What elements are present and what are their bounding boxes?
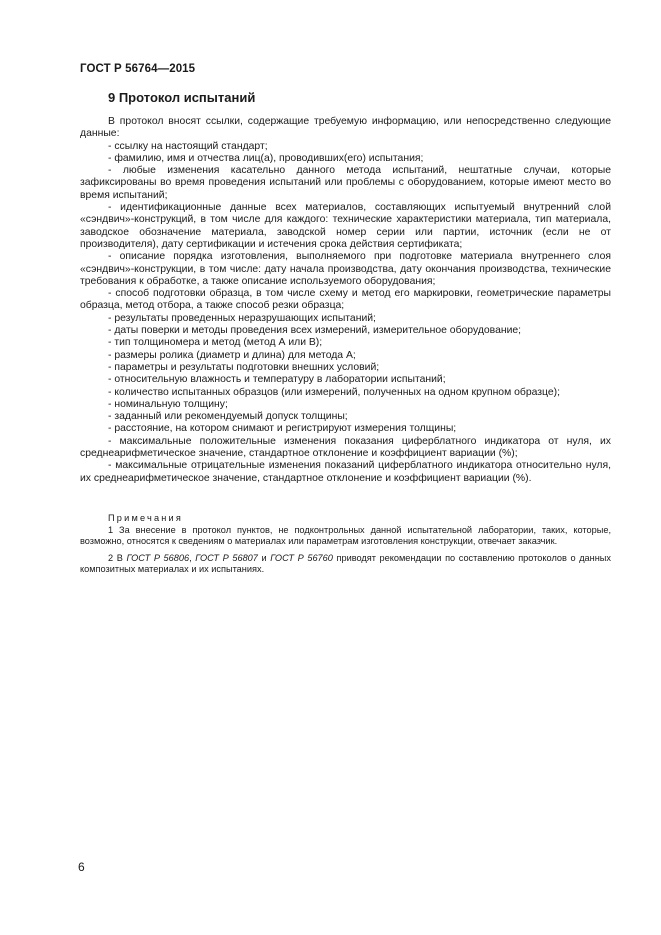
- section-body: [80, 116, 611, 485]
- list-item: - способ подготовки образца, в том числе схему и метод его маркировки, геометрические параметры образца, метод отбора, а также способ резки образца;: [80, 288, 611, 312]
- list-item: - ссылку на настоящий стандарт;: [108, 140, 268, 152]
- list-item: - количество испытанных образцов (или измерений, полученных на одном крупном образце);: [108, 386, 561, 398]
- section-title: 9 Протокол испытаний: [108, 90, 256, 105]
- list-item: - относительную влажность и температуру в лаборатории испытаний;: [108, 374, 446, 386]
- list-item: - описание порядка изготовления, выполняемого при подготовке материала внутреннего слоя «сэндвич»-конструкции, в том числе: дату начала производства, дату окончания производства, технические требования к обработке, а также описание используемого оборудования;: [80, 251, 611, 287]
- note-2-ref-56760: ГОСТ Р 56760: [270, 553, 333, 563]
- document-header: ГОСТ Р 56764—2015: [80, 63, 196, 75]
- note-2-suffix: приводят рекомендации по составлению протоколов о данных композитных материалах и их испытаниях.: [80, 553, 612, 574]
- list-item: - любые изменения касательно данного метода испытаний, нештатные случаи, которые зафиксированы во время проведения испытаний или проблемы с оборудованием, которые имеют место во время испытаний;: [80, 165, 611, 201]
- list-item: - результаты проведенных неразрушающих испытаний;: [108, 312, 376, 324]
- note-1: 1 За внесение в протокол пунктов, не подконтрольных данной испытательной лаборатории, таких, которые, возможно, относятся к сведениям о материалах или параметрам изготовления конструкции, отвечает заказчик.: [80, 525, 611, 546]
- note-2-and: и: [257, 553, 271, 563]
- note-2: [80, 553, 611, 575]
- list-item: - максимальные отрицательные изменения показаний циферблатного индикатора относительно нуля, их среднеарифметическое значение, стандартное отклонение и коэффициент вариации (%).: [80, 460, 611, 484]
- note-2-ref-56806: ГОСТ Р 56806: [126, 553, 190, 563]
- note-2-prefix: 2 В: [108, 553, 127, 563]
- note-2-sep: ,: [189, 553, 196, 563]
- items-list: [80, 141, 611, 485]
- intro-paragraph: В протокол вносят ссылки, содержащие требуемую информацию, или непосредственно следующие данные:: [80, 116, 611, 140]
- list-item: - максимальные положительные изменения показания циферблатного индикатора от нуля, их среднеарифметическое значение, стандартное отклонение и коэффициент вариации (%);: [80, 435, 611, 460]
- notes-heading: Примечания: [108, 513, 184, 523]
- list-item: - расстояние, на котором снимают и регистрируют измерения толщины;: [108, 423, 457, 435]
- page-number: 6: [78, 860, 85, 874]
- note-2-ref-56807: ГОСТ Р 56807: [195, 553, 258, 563]
- notes-block: [80, 513, 611, 575]
- list-item: - фамилию, имя и отчества лиц(а), проводивших(его) испытания;: [108, 152, 424, 164]
- list-item: - заданный или рекомендуемый допуск толщины;: [108, 411, 348, 423]
- list-item: - тип толщиномера и метод (метод А или В);: [108, 337, 323, 349]
- list-item: - даты поверки и методы проведения всех измерений, измерительное оборудование;: [108, 325, 522, 337]
- list-item: - размеры ролика (диаметр и длина) для метода А;: [108, 349, 356, 361]
- list-item: - параметры и результаты подготовки внешних условий;: [108, 361, 380, 373]
- list-item: - номинальную толщину;: [108, 398, 228, 410]
- list-item: - идентификационные данные всех материалов, составляющих испытуемый внутренний слой «сэндвич»-конструкций, в том числе для каждого: технические характеристики материала, тип материала, заводское обозначение материала, заводской номер серии или партии, источник (если не от производителя), дату сертификации и истечения срока действия сертификата;: [80, 202, 611, 250]
